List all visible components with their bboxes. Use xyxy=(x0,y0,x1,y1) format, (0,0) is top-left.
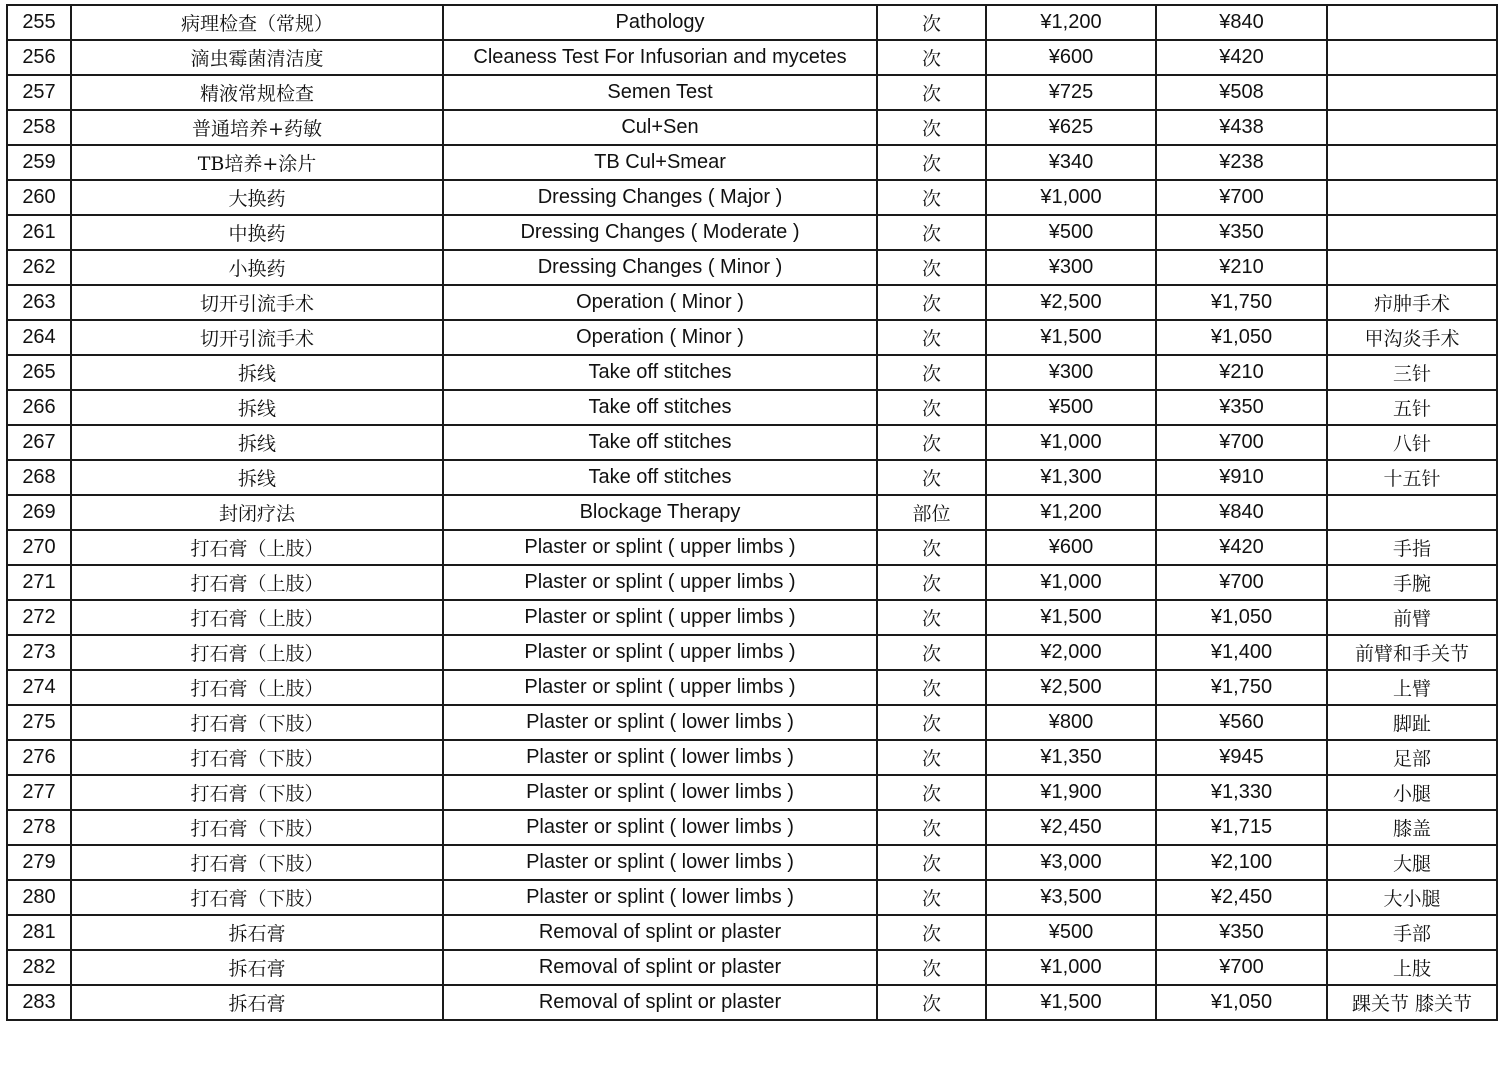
table-row xyxy=(7,75,1497,110)
item-name-chinese: 打石膏（下肢） xyxy=(71,705,443,740)
item-unit: 次 xyxy=(877,180,986,215)
table-row xyxy=(7,530,1497,565)
item-price: ¥625 xyxy=(986,110,1156,145)
item-note: 疖肿手术 xyxy=(1327,285,1497,320)
table-row xyxy=(7,845,1497,880)
item-price: ¥1,200 xyxy=(986,5,1156,40)
item-name-chinese: 打石膏（上肢） xyxy=(71,600,443,635)
item-discount-price: ¥945 xyxy=(1156,740,1327,775)
item-number: 278 xyxy=(7,810,71,845)
item-price: ¥1,500 xyxy=(986,985,1156,1020)
item-name-chinese: 普通培养+药敏 xyxy=(71,110,443,145)
item-unit: 次 xyxy=(877,705,986,740)
item-note: 前臂和手关节 xyxy=(1327,635,1497,670)
item-name-english: Removal of splint or plaster xyxy=(443,985,877,1020)
item-price: ¥2,000 xyxy=(986,635,1156,670)
item-note: 大腿 xyxy=(1327,845,1497,880)
item-unit: 次 xyxy=(877,565,986,600)
item-number: 272 xyxy=(7,600,71,635)
item-name-english: Removal of splint or plaster xyxy=(443,915,877,950)
item-name-english: Cul+Sen xyxy=(443,110,877,145)
item-number: 261 xyxy=(7,215,71,250)
item-name-english: Blockage Therapy xyxy=(443,495,877,530)
item-name-chinese: 拆线 xyxy=(71,460,443,495)
item-discount-price: ¥700 xyxy=(1156,565,1327,600)
item-unit: 次 xyxy=(877,40,986,75)
item-discount-price: ¥840 xyxy=(1156,5,1327,40)
item-name-chinese: 封闭疗法 xyxy=(71,495,443,530)
item-price: ¥1,500 xyxy=(986,320,1156,355)
item-name-chinese: TB培养+涂片 xyxy=(71,145,443,180)
item-unit: 次 xyxy=(877,740,986,775)
item-price: ¥3,000 xyxy=(986,845,1156,880)
item-number: 275 xyxy=(7,705,71,740)
item-price: ¥2,450 xyxy=(986,810,1156,845)
table-row xyxy=(7,215,1497,250)
item-unit: 次 xyxy=(877,110,986,145)
item-discount-price: ¥438 xyxy=(1156,110,1327,145)
item-name-chinese: 大换药 xyxy=(71,180,443,215)
item-unit: 次 xyxy=(877,600,986,635)
item-unit: 次 xyxy=(877,635,986,670)
table-row xyxy=(7,635,1497,670)
item-number: 283 xyxy=(7,985,71,1020)
table-row xyxy=(7,880,1497,915)
item-name-chinese: 拆线 xyxy=(71,390,443,425)
item-note: 前臂 xyxy=(1327,600,1497,635)
item-note xyxy=(1327,145,1497,180)
table-row xyxy=(7,565,1497,600)
item-name-english: Operation ( Minor ) xyxy=(443,320,877,355)
item-price: ¥1,000 xyxy=(986,950,1156,985)
item-name-english: Dressing Changes ( Minor ) xyxy=(443,250,877,285)
item-discount-price: ¥1,750 xyxy=(1156,670,1327,705)
item-name-english: Plaster or splint ( upper limbs ) xyxy=(443,600,877,635)
item-discount-price: ¥350 xyxy=(1156,915,1327,950)
item-price: ¥1,000 xyxy=(986,565,1156,600)
item-name-chinese: 拆石膏 xyxy=(71,950,443,985)
item-name-chinese: 打石膏（下肢） xyxy=(71,845,443,880)
item-price: ¥1,200 xyxy=(986,495,1156,530)
item-price: ¥600 xyxy=(986,40,1156,75)
item-name-chinese: 打石膏（上肢） xyxy=(71,530,443,565)
item-note: 手部 xyxy=(1327,915,1497,950)
item-unit: 次 xyxy=(877,880,986,915)
item-note xyxy=(1327,40,1497,75)
item-name-english: Removal of splint or plaster xyxy=(443,950,877,985)
item-discount-price: ¥910 xyxy=(1156,460,1327,495)
item-note: 十五针 xyxy=(1327,460,1497,495)
item-number: 270 xyxy=(7,530,71,565)
item-unit: 次 xyxy=(877,845,986,880)
item-discount-price: ¥420 xyxy=(1156,530,1327,565)
item-price: ¥500 xyxy=(986,390,1156,425)
table-row xyxy=(7,5,1497,40)
item-discount-price: ¥1,715 xyxy=(1156,810,1327,845)
item-note: 膝盖 xyxy=(1327,810,1497,845)
item-note xyxy=(1327,110,1497,145)
item-discount-price: ¥2,100 xyxy=(1156,845,1327,880)
item-name-chinese: 精液常规检查 xyxy=(71,75,443,110)
item-unit: 次 xyxy=(877,530,986,565)
item-unit: 次 xyxy=(877,320,986,355)
table-row xyxy=(7,810,1497,845)
item-name-english: Cleaness Test For Infusorian and mycetes xyxy=(443,40,877,75)
item-name-chinese: 小换药 xyxy=(71,250,443,285)
item-number: 262 xyxy=(7,250,71,285)
item-name-english: Plaster or splint ( upper limbs ) xyxy=(443,670,877,705)
item-discount-price: ¥1,050 xyxy=(1156,985,1327,1020)
item-discount-price: ¥1,330 xyxy=(1156,775,1327,810)
item-note: 五针 xyxy=(1327,390,1497,425)
item-name-chinese: 打石膏（下肢） xyxy=(71,810,443,845)
item-discount-price: ¥420 xyxy=(1156,40,1327,75)
item-discount-price: ¥2,450 xyxy=(1156,880,1327,915)
item-number: 257 xyxy=(7,75,71,110)
item-discount-price: ¥1,750 xyxy=(1156,285,1327,320)
item-note: 大小腿 xyxy=(1327,880,1497,915)
item-unit: 部位 xyxy=(877,495,986,530)
item-name-chinese: 打石膏（下肢） xyxy=(71,740,443,775)
item-name-chinese: 切开引流手术 xyxy=(71,320,443,355)
table-row xyxy=(7,390,1497,425)
item-name-english: Plaster or splint ( lower limbs ) xyxy=(443,740,877,775)
item-number: 263 xyxy=(7,285,71,320)
table-row xyxy=(7,950,1497,985)
item-name-english: Take off stitches xyxy=(443,425,877,460)
item-unit: 次 xyxy=(877,460,986,495)
item-number: 258 xyxy=(7,110,71,145)
item-note xyxy=(1327,250,1497,285)
item-unit: 次 xyxy=(877,285,986,320)
item-price: ¥500 xyxy=(986,915,1156,950)
item-price: ¥1,000 xyxy=(986,425,1156,460)
table-row xyxy=(7,600,1497,635)
item-name-english: Plaster or splint ( upper limbs ) xyxy=(443,565,877,600)
item-discount-price: ¥840 xyxy=(1156,495,1327,530)
item-number: 277 xyxy=(7,775,71,810)
item-discount-price: ¥560 xyxy=(1156,705,1327,740)
item-note: 脚趾 xyxy=(1327,705,1497,740)
item-price: ¥2,500 xyxy=(986,285,1156,320)
item-name-english: Plaster or splint ( lower limbs ) xyxy=(443,775,877,810)
item-number: 265 xyxy=(7,355,71,390)
item-discount-price: ¥1,050 xyxy=(1156,320,1327,355)
item-name-english: Take off stitches xyxy=(443,390,877,425)
table-row xyxy=(7,180,1497,215)
item-name-chinese: 中换药 xyxy=(71,215,443,250)
item-name-chinese: 打石膏（下肢） xyxy=(71,880,443,915)
item-note: 手指 xyxy=(1327,530,1497,565)
item-price: ¥3,500 xyxy=(986,880,1156,915)
item-number: 273 xyxy=(7,635,71,670)
item-name-english: Plaster or splint ( upper limbs ) xyxy=(443,530,877,565)
table-row xyxy=(7,145,1497,180)
item-price: ¥2,500 xyxy=(986,670,1156,705)
item-unit: 次 xyxy=(877,810,986,845)
item-note: 足部 xyxy=(1327,740,1497,775)
item-discount-price: ¥1,400 xyxy=(1156,635,1327,670)
item-unit: 次 xyxy=(877,390,986,425)
table-row xyxy=(7,985,1497,1020)
item-note: 上臂 xyxy=(1327,670,1497,705)
table-row xyxy=(7,320,1497,355)
item-price: ¥500 xyxy=(986,215,1156,250)
item-note: 小腿 xyxy=(1327,775,1497,810)
item-name-english: TB Cul+Smear xyxy=(443,145,877,180)
item-price: ¥725 xyxy=(986,75,1156,110)
item-note: 三针 xyxy=(1327,355,1497,390)
item-unit: 次 xyxy=(877,915,986,950)
fee-table-body xyxy=(7,5,1497,1020)
item-name-english: Semen Test xyxy=(443,75,877,110)
item-name-english: Dressing Changes ( Moderate ) xyxy=(443,215,877,250)
item-note: 甲沟炎手术 xyxy=(1327,320,1497,355)
item-name-chinese: 打石膏（上肢） xyxy=(71,565,443,600)
fee-table xyxy=(6,4,1498,1021)
item-name-chinese: 打石膏（下肢） xyxy=(71,775,443,810)
item-name-chinese: 打石膏（上肢） xyxy=(71,635,443,670)
item-name-chinese: 拆石膏 xyxy=(71,915,443,950)
item-discount-price: ¥350 xyxy=(1156,215,1327,250)
item-number: 264 xyxy=(7,320,71,355)
item-unit: 次 xyxy=(877,775,986,810)
item-discount-price: ¥700 xyxy=(1156,425,1327,460)
item-number: 271 xyxy=(7,565,71,600)
item-price: ¥1,500 xyxy=(986,600,1156,635)
item-name-chinese: 打石膏（上肢） xyxy=(71,670,443,705)
item-name-chinese: 拆线 xyxy=(71,425,443,460)
item-number: 268 xyxy=(7,460,71,495)
table-row xyxy=(7,495,1497,530)
item-discount-price: ¥1,050 xyxy=(1156,600,1327,635)
item-name-chinese: 病理检查（常规） xyxy=(71,5,443,40)
item-name-chinese: 拆石膏 xyxy=(71,985,443,1020)
item-discount-price: ¥700 xyxy=(1156,180,1327,215)
item-unit: 次 xyxy=(877,355,986,390)
item-name-english: Plaster or splint ( lower limbs ) xyxy=(443,810,877,845)
item-number: 282 xyxy=(7,950,71,985)
item-number: 279 xyxy=(7,845,71,880)
item-unit: 次 xyxy=(877,215,986,250)
item-number: 267 xyxy=(7,425,71,460)
item-discount-price: ¥508 xyxy=(1156,75,1327,110)
item-discount-price: ¥350 xyxy=(1156,390,1327,425)
item-price: ¥1,900 xyxy=(986,775,1156,810)
table-row xyxy=(7,670,1497,705)
item-name-english: Pathology xyxy=(443,5,877,40)
table-row xyxy=(7,705,1497,740)
item-unit: 次 xyxy=(877,985,986,1020)
table-row xyxy=(7,40,1497,75)
item-number: 255 xyxy=(7,5,71,40)
item-name-english: Dressing Changes ( Major ) xyxy=(443,180,877,215)
table-row xyxy=(7,775,1497,810)
item-number: 280 xyxy=(7,880,71,915)
item-unit: 次 xyxy=(877,670,986,705)
table-row xyxy=(7,460,1497,495)
item-price: ¥600 xyxy=(986,530,1156,565)
item-note xyxy=(1327,5,1497,40)
item-unit: 次 xyxy=(877,5,986,40)
item-note: 上肢 xyxy=(1327,950,1497,985)
item-price: ¥340 xyxy=(986,145,1156,180)
item-price: ¥300 xyxy=(986,355,1156,390)
table-row xyxy=(7,285,1497,320)
item-name-english: Take off stitches xyxy=(443,460,877,495)
item-discount-price: ¥238 xyxy=(1156,145,1327,180)
item-number: 276 xyxy=(7,740,71,775)
item-price: ¥1,300 xyxy=(986,460,1156,495)
item-unit: 次 xyxy=(877,75,986,110)
item-name-chinese: 切开引流手术 xyxy=(71,285,443,320)
item-price: ¥1,000 xyxy=(986,180,1156,215)
item-number: 269 xyxy=(7,495,71,530)
item-price: ¥1,350 xyxy=(986,740,1156,775)
item-number: 256 xyxy=(7,40,71,75)
item-name-english: Plaster or splint ( lower limbs ) xyxy=(443,705,877,740)
item-discount-price: ¥700 xyxy=(1156,950,1327,985)
item-number: 259 xyxy=(7,145,71,180)
item-name-english: Plaster or splint ( lower limbs ) xyxy=(443,880,877,915)
table-row xyxy=(7,355,1497,390)
item-number: 266 xyxy=(7,390,71,425)
item-note xyxy=(1327,215,1497,250)
item-discount-price: ¥210 xyxy=(1156,250,1327,285)
item-note xyxy=(1327,75,1497,110)
table-row xyxy=(7,425,1497,460)
item-unit: 次 xyxy=(877,950,986,985)
item-note: 踝关节 膝关节 xyxy=(1327,985,1497,1020)
table-row xyxy=(7,740,1497,775)
item-note: 八针 xyxy=(1327,425,1497,460)
item-number: 274 xyxy=(7,670,71,705)
item-unit: 次 xyxy=(877,425,986,460)
item-note xyxy=(1327,180,1497,215)
item-name-chinese: 滴虫霉菌清洁度 xyxy=(71,40,443,75)
item-price: ¥300 xyxy=(986,250,1156,285)
item-number: 281 xyxy=(7,915,71,950)
table-row xyxy=(7,915,1497,950)
item-number: 260 xyxy=(7,180,71,215)
item-unit: 次 xyxy=(877,250,986,285)
item-name-english: Plaster or splint ( upper limbs ) xyxy=(443,635,877,670)
table-row xyxy=(7,110,1497,145)
item-discount-price: ¥210 xyxy=(1156,355,1327,390)
item-note xyxy=(1327,495,1497,530)
item-name-english: Take off stitches xyxy=(443,355,877,390)
item-note: 手腕 xyxy=(1327,565,1497,600)
item-name-english: Operation ( Minor ) xyxy=(443,285,877,320)
item-unit: 次 xyxy=(877,145,986,180)
item-price: ¥800 xyxy=(986,705,1156,740)
item-name-english: Plaster or splint ( lower limbs ) xyxy=(443,845,877,880)
item-name-chinese: 拆线 xyxy=(71,355,443,390)
table-row xyxy=(7,250,1497,285)
